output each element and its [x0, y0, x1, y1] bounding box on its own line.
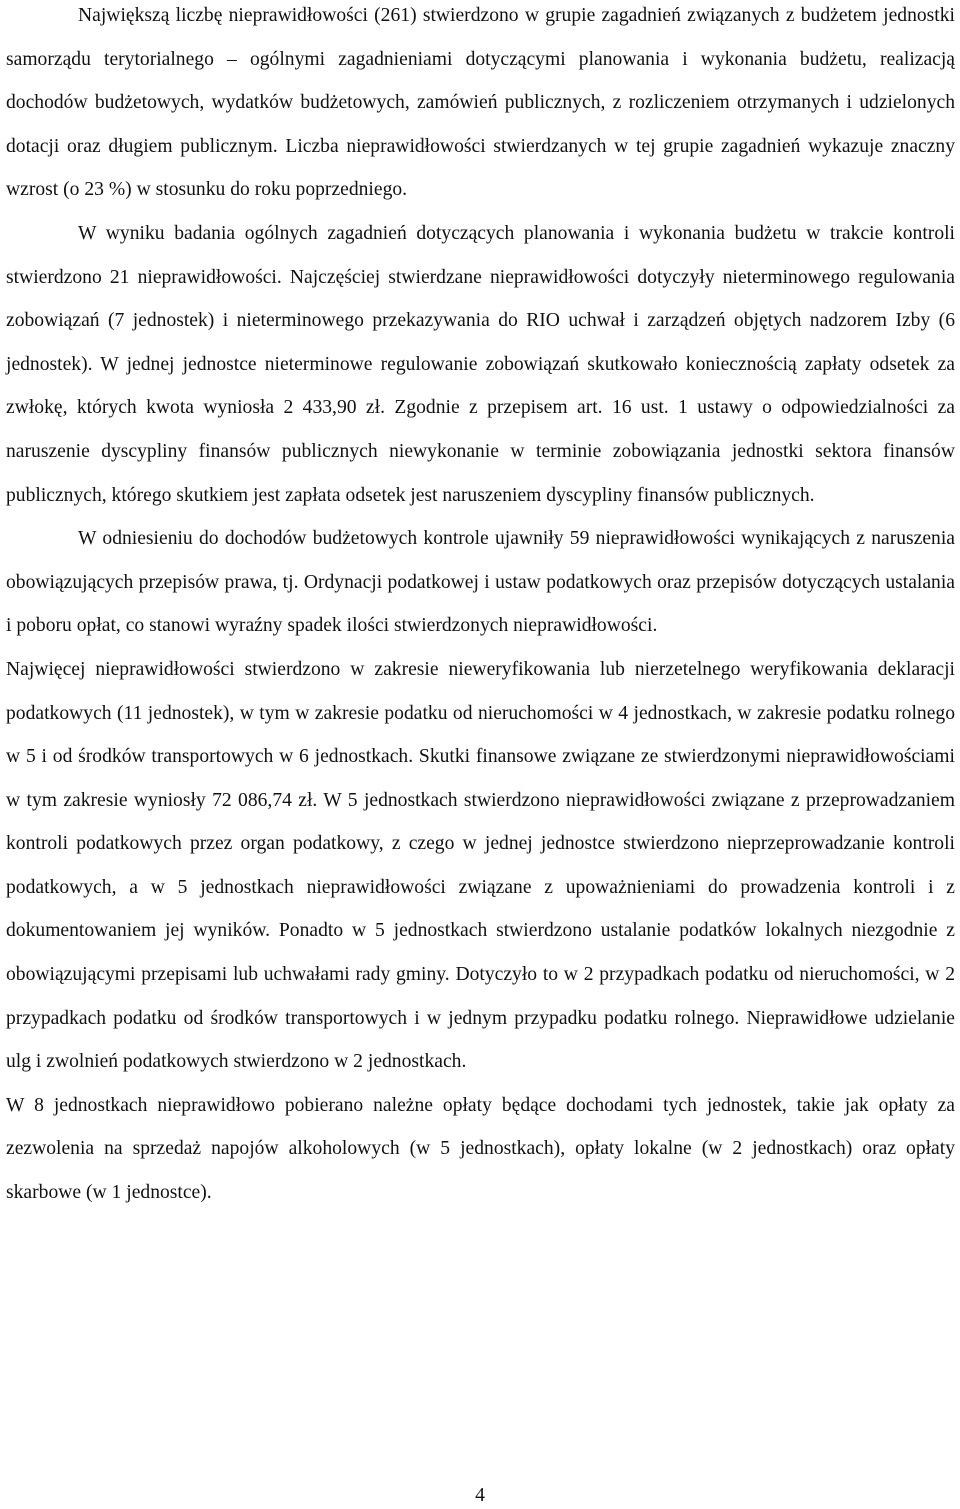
page-number: 4 — [475, 1485, 485, 1506]
paragraph-fees: W 8 jednostkach nieprawidłowo pobierano należne opłaty będące dochodami tych jednostek, takie jak opłaty za zezwolenia na sprzedaż napojów alkoholowych (w 5 jednostkach), opłaty lokalne (w 2 jednostkach) oraz opłaty skarbowe (w 1 jednostce). — [6, 1094, 955, 1204]
paragraph-budget-irregularities: Największą liczbę nieprawidłowości (261) stwierdzono w grupie zagadnień związanych z budżetem jednostki samorządu terytorialnego – ogólnymi zagadnieniami dotyczącymi planowania i wykonania budżetu, realizacją dochodów budżetowych, wydatków budżetowych, zamówień publicznych, z rozliczeniem otrzymanych i udzielonych dotacji oraz długiem publicznym. Liczba nieprawidłowości stwierdzanych w tej grupie zagadnień wykazuje znaczny wzrost (o 23 %) w stosunku do roku poprzedniego. — [6, 5, 955, 201]
paragraph-budget-revenue: W odniesieniu do dochodów budżetowych kontrole ujawniły 59 nieprawidłowości wynikających z naruszenia obowiązujących przepisów prawa, tj. Ordynacji podatkowej i ustaw podatkowych oraz przepisów dotyczących ustalania i poboru opłat, co stanowi wyraźny spadek ilości stwierdzonych nieprawidłowości. — [6, 528, 955, 637]
paragraph-budget-planning: W wyniku badania ogólnych zagadnień dotyczących planowania i wykonania budżetu w trakcie kontroli stwierdzono 21 nieprawidłowości. Najczęściej stwierdzane nieprawidłowości dotyczyły nieterminowego regulowania zobowiązań (7 jednostek) i nieterminowego przekazywania do RIO uchwał i zarządzeń objętych nadzorem Izby (6 jednostek). W jednej jednostce nieterminowe regulowanie zobowiązań skutkowało koniecznością zapłaty odsetek za zwłokę, których kwota wyniosła 2 433,90 zł. Zgodnie z przepisem art. 16 ust. 1 ustawy o odpowiedzialności za naruszenie dyscypliny finansów publicznych niewykonanie w terminie zobowiązania jednostki sektora finansów publicznych, którego skutkiem jest zapłata odsetek jest naruszeniem dyscypliny finansów publicznych. — [6, 222, 955, 506]
document-body — [6, 0, 955, 1215]
paragraph-tax-declarations: Najwięcej nieprawidłowości stwierdzono w zakresie nieweryfikowania lub nierzetelnego weryfikowania deklaracji podatkowych (11 jednostek), w tym w zakresie podatku od nieruchomości w 4 jednostkach, w zakresie podatku rolnego w 5 i od środków transportowych w 6 jednostkach. Skutki finansowe związane ze stwierdzonymi nieprawidłowościami w tym zakresie wyniosły 72 086,74 zł. W 5 jednostkach stwierdzono nieprawidłowości związane z przeprowadzaniem kontroli podatkowych przez organ podatkowy, z czego w jednej jednostce stwierdzono nieprzeprowadzanie kontroli podatkowych, a w 5 jednostkach nieprawidłowości związane z upoważnieniami do prowadzenia kontroli i z dokumentowaniem jej wyników. Ponadto w 5 jednostkach stwierdzono ustalanie podatków lokalnych niezgodnie z obowiązującymi przepisami lub uchwałami rady gminy. Dotyczyło to w 2 przypadkach podatku od nieruchomości, w 2 przypadkach podatku od środków transportowych i w jednym przypadku podatku rolnego. Nieprawidłowe udzielanie ulg i zwolnień podatkowych stwierdzono w 2 jednostkach. — [6, 658, 955, 1073]
